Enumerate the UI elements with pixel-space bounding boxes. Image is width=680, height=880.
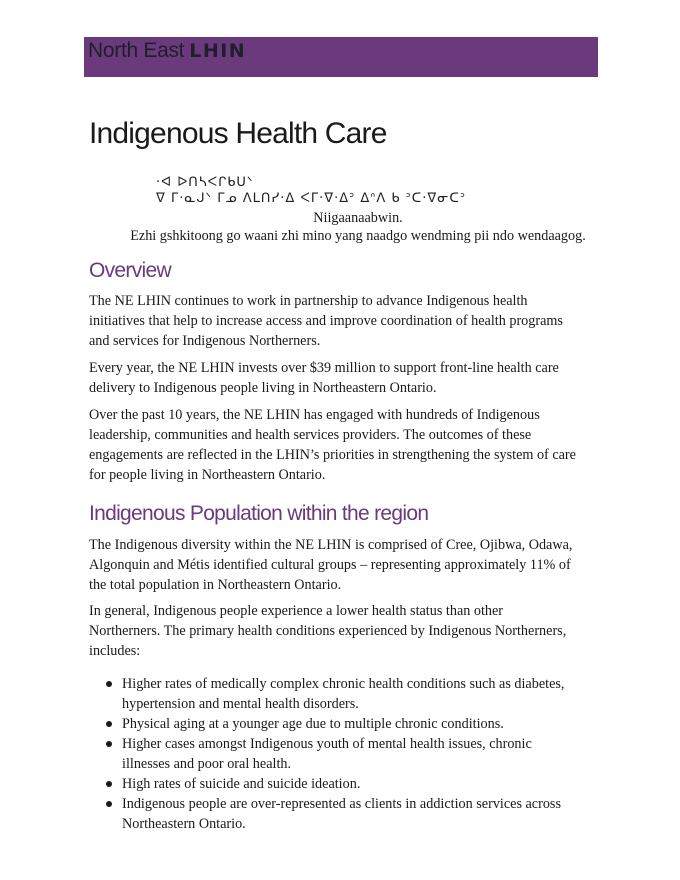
text-line: Indigenous people are over-represented as clients in addiction services across xyxy=(122,796,561,812)
health-conditions-list xyxy=(104,674,599,834)
bullet-icon xyxy=(106,681,112,687)
overview-paragraph-1 xyxy=(89,291,599,351)
population-paragraph-1 xyxy=(89,535,599,595)
org-logo-text xyxy=(88,37,246,65)
population-paragraph-2 xyxy=(89,601,599,661)
syllabics-line-2: ᐁ ᒥ·ᓇᒍᐠ ᒥᓄ ᐱᒪᑎᓯ·ᐃ ᐸᒥ·ᐁ·ᐃᐣ ᐃᐢᐱ ᑲ ᐣᑕ·ᐁᓂᑕᐣ xyxy=(156,191,466,206)
text-line: Higher rates of medically complex chronic health conditions such as diabetes, xyxy=(122,676,565,692)
bullet-icon xyxy=(106,741,112,747)
text-line: delivery to Indigenous people living in Northeastern Ontario. xyxy=(89,380,437,396)
bullet-icon xyxy=(106,721,112,727)
greeting-line-1: Niigaanaabwin. xyxy=(313,210,403,226)
syllabics-line-1: ·ᐊ ᐅᑎᓴᐸᒋᑲᑌᐠ xyxy=(156,175,254,190)
overview-paragraph-3 xyxy=(89,405,599,485)
bullet-icon xyxy=(106,781,112,787)
overview-heading: Overview xyxy=(89,259,171,282)
syllabics-greeting xyxy=(156,175,466,207)
text-line: Northeastern Ontario. xyxy=(122,816,246,832)
text-line: includes: xyxy=(89,643,141,659)
text-line: Northerners. The primary health conditions experienced by Indigenous Northerners, xyxy=(89,623,567,639)
text-line: the total population in Northeastern Ontario. xyxy=(89,577,342,593)
text-line: The Indigenous diversity within the NE LHIN is comprised of Cree, Ojibwa, Odawa, xyxy=(89,537,573,553)
org-acronym: LHIN xyxy=(189,40,247,62)
text-line: High rates of suicide and suicide ideation. xyxy=(122,776,361,792)
text-line: illnesses and poor oral health. xyxy=(122,756,292,772)
org-name: North East xyxy=(88,39,185,62)
list-item xyxy=(104,714,599,734)
text-line: Over the past 10 years, the NE LHIN has engaged with hundreds of Indigenous xyxy=(89,407,540,423)
greeting-line-2: Ezhi gshkitoong go waani zhi mino yang naadgo wendming pii ndo wendaagog. xyxy=(130,228,586,244)
text-line: leadership, communities and health services providers. The outcomes of these xyxy=(89,427,532,443)
text-line: Physical aging at a younger age due to multiple chronic conditions. xyxy=(122,716,504,732)
text-line: and services for Indigenous Northerners. xyxy=(89,333,321,349)
text-line: In general, Indigenous people experience a lower health status than other xyxy=(89,603,504,619)
text-line: Algonquin and Métis identified cultural groups – representing approximately 11% of xyxy=(89,557,571,573)
bullet-icon xyxy=(106,801,112,807)
header-banner xyxy=(84,37,598,77)
population-heading: Indigenous Population within the region xyxy=(89,502,429,525)
text-line: initiatives that help to increase access and improve coordination of health programs xyxy=(89,313,563,329)
text-line: hypertension and mental health disorders. xyxy=(122,696,359,712)
list-item xyxy=(104,674,599,714)
list-item xyxy=(104,734,599,774)
page-title: Indigenous Health Care xyxy=(89,117,387,150)
text-line: Every year, the NE LHIN invests over $39 million to support front-line health care xyxy=(89,360,559,376)
text-line: for people living in Northeastern Ontario. xyxy=(89,467,326,483)
list-item xyxy=(104,794,599,834)
list-item xyxy=(104,774,599,794)
text-line: The NE LHIN continues to work in partnership to advance Indigenous health xyxy=(89,293,528,309)
overview-paragraph-2 xyxy=(89,358,599,398)
text-line: engagements are reflected in the LHIN’s priorities in strengthening the system of care xyxy=(89,447,576,463)
text-line: Higher cases amongst Indigenous youth of mental health issues, chronic xyxy=(122,736,532,752)
